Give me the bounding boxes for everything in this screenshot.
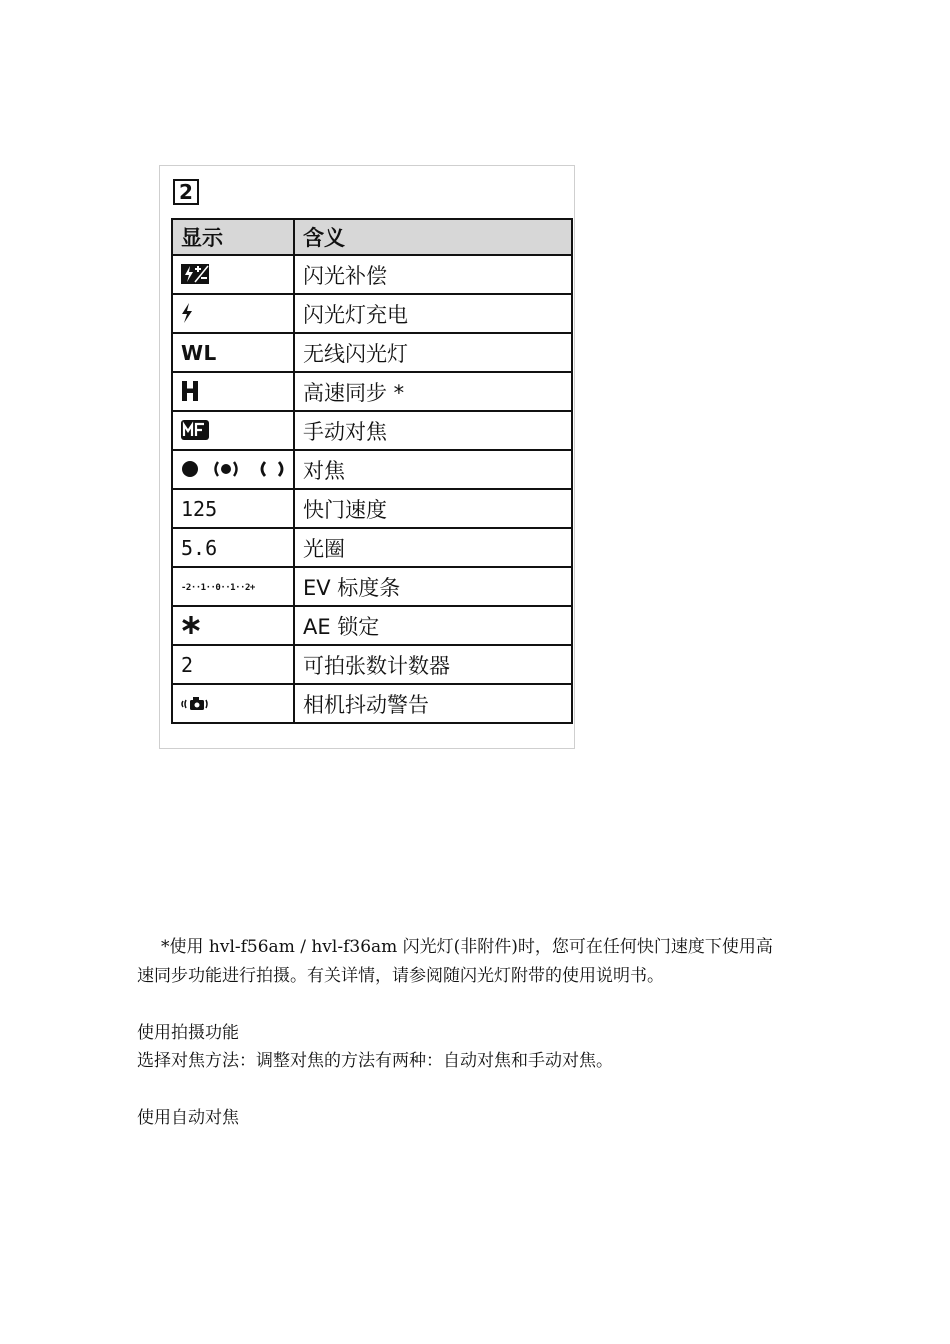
focus-indicator-icon — [181, 455, 289, 483]
display-cell — [172, 645, 294, 684]
display-cell — [172, 489, 294, 528]
aperture-symbol: 5.6 — [181, 535, 218, 560]
shutter-speed-symbol: 125 — [181, 496, 218, 521]
header-meaning: 含义 — [294, 219, 572, 255]
table-row — [172, 450, 572, 489]
table-row — [172, 567, 572, 606]
meaning-cell: 光圈 — [294, 528, 572, 567]
table-header-row — [172, 219, 572, 255]
flash-note-paragraph — [137, 933, 817, 991]
wireless-flash-symbol: WL — [181, 340, 217, 365]
meaning-cell: 相机抖动警告 — [294, 684, 572, 723]
display-cell — [172, 567, 294, 606]
display-cell — [172, 294, 294, 333]
table-row — [172, 489, 572, 528]
meaning-cell: 闪光补偿 — [294, 255, 572, 294]
figure-number: 2 — [173, 179, 199, 205]
meaning-cell: 闪光灯充电 — [294, 294, 572, 333]
table-row — [172, 645, 572, 684]
autofocus-heading: 使用自动对焦 — [137, 1108, 239, 1128]
shooting-functions-heading: 使用拍摄功能 — [137, 1023, 239, 1043]
header-display: 显示 — [172, 219, 294, 255]
meaning-cell: 手动对焦 — [294, 411, 572, 450]
high-speed-sync-icon — [181, 377, 199, 405]
display-cell — [172, 528, 294, 567]
table-row — [172, 606, 572, 645]
meaning-cell: 可拍张数计数器 — [294, 645, 572, 684]
table-row — [172, 684, 572, 723]
display-cell — [172, 411, 294, 450]
camera-shake-icon — [181, 690, 209, 718]
table-row — [172, 411, 572, 450]
meaning-cell: 快门速度 — [294, 489, 572, 528]
table-row — [172, 255, 572, 294]
display-meaning-table — [171, 218, 573, 724]
meaning-cell: 无线闪光灯 — [294, 333, 572, 372]
table-row — [172, 294, 572, 333]
display-cell — [172, 333, 294, 372]
ae-lock-icon — [181, 611, 201, 639]
flash-compensation-icon — [181, 260, 209, 288]
table-row — [172, 333, 572, 372]
focus-method-paragraph: 选择对焦方法：调整对焦的方法有两种：自动对焦和手动对焦。 — [137, 1051, 613, 1071]
manual-focus-icon — [181, 416, 209, 444]
display-cell — [172, 372, 294, 411]
shots-remaining-symbol: 2 — [181, 652, 194, 677]
display-cell — [172, 450, 294, 489]
meaning-cell: 对焦 — [294, 450, 572, 489]
flash-note-line-2: 速同步功能进行拍摄。有关详情，请参阅随闪光灯附带的使用说明书。 — [137, 966, 664, 986]
display-cell — [172, 255, 294, 294]
meaning-cell: AE 锁定 — [294, 606, 572, 645]
flash-charging-icon — [181, 299, 193, 327]
flash-note-line-1: *使用 hvl-f56am / hvl-f36am 闪光灯(非附件)时，您可在任何快门速度下使用高 — [161, 937, 773, 957]
table-row — [172, 372, 572, 411]
meaning-cell: EV 标度条 — [294, 567, 572, 606]
meaning-cell: 高速同步 * — [294, 372, 572, 411]
display-symbols-figure — [159, 165, 575, 749]
display-cell — [172, 606, 294, 645]
ev-scale-symbol: -2··1··0··1··2+ — [181, 583, 255, 593]
display-cell — [172, 684, 294, 723]
table-row — [172, 528, 572, 567]
